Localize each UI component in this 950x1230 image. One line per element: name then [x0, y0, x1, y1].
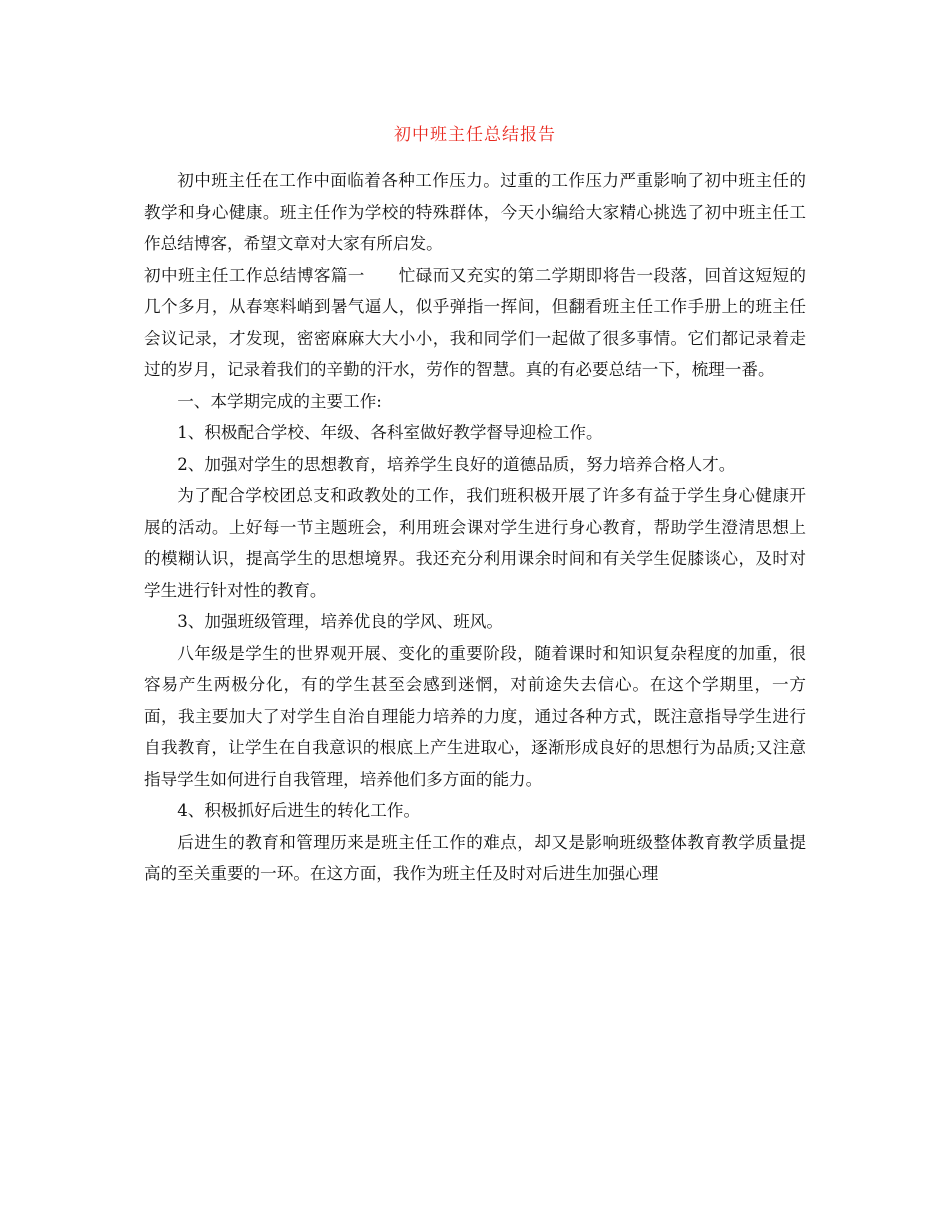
paragraph: 初中班主任工作总结博客篇一 忙碌而又充实的第二学期即将告一段落，回首这短短的几个多月，从春寒料峭到暑气逼人，似乎弹指一挥间，但翻看班主任工作手册上的班主任会议记录，才发现，密密麻麻大大小小，我和同学们一起做了很多事情。它们都记录着走过的岁月，记录着我们的辛勤的汗水，劳作的智慧。真的有必要总结一下，梳理一番。 [144, 265, 806, 379]
section-heading: 一、本学期完成的主要工作: [177, 391, 382, 411]
list-item: 3、加强班级管理，培养优良的学风、班风。 [177, 612, 504, 631]
paragraph: 为了配合学校团总支和政教处的工作，我们班积极开展了许多有益于学生身心健康开展的活动。上好每一节主题班会，利用班会课对学生进行身心教育，帮助学生澄清思想上的模糊认识，提高学生的思想境界。我还充分利用课余时间和有关学生促膝谈心，及时对学生进行针对性的教育。 [144, 486, 806, 600]
list-item: 1、积极配合学校、年级、各科室做好教学督导迎检工作。 [177, 423, 603, 442]
document-body [144, 165, 806, 890]
paragraph: 八年级是学生的世界观开展、变化的重要阶段，随着课时和知识复杂程度的加重，很容易产生两极分化，有的学生甚至会感到迷惘，对前途失去信心。在这个学期里，一方面，我主要加大了对学生自治自理能力培养的力度，通过各种方式，既注意指导学生进行自我教育，让学生在自我意识的根底上产生进取心，逐渐形成良好的思想行为品质;又注意指导学生如何进行自我管理，培养他们多方面的能力。 [144, 643, 806, 789]
paragraph: 初中班主任在工作中面临着各种工作压力。过重的工作压力严重影响了初中班主任的教学和身心健康。班主任作为学校的特殊群体，今天小编给大家精心挑选了初中班主任工作总结博客，希望文章对大家有所启发。 [144, 171, 806, 253]
list-item: 4、积极抓好后进生的转化工作。 [177, 801, 421, 820]
document-title: 初中班主任总结报告 [394, 125, 556, 145]
list-item: 2、加强对学生的思想教育，培养学生良好的道德品质，努力培养合格人才。 [177, 454, 736, 474]
paragraph: 后进生的教育和管理历来是班主任工作的难点，却又是影响班级整体教育教学质量提高的至关重要的一环。在这方面，我作为班主任及时对后进生加强心理 [144, 832, 806, 883]
